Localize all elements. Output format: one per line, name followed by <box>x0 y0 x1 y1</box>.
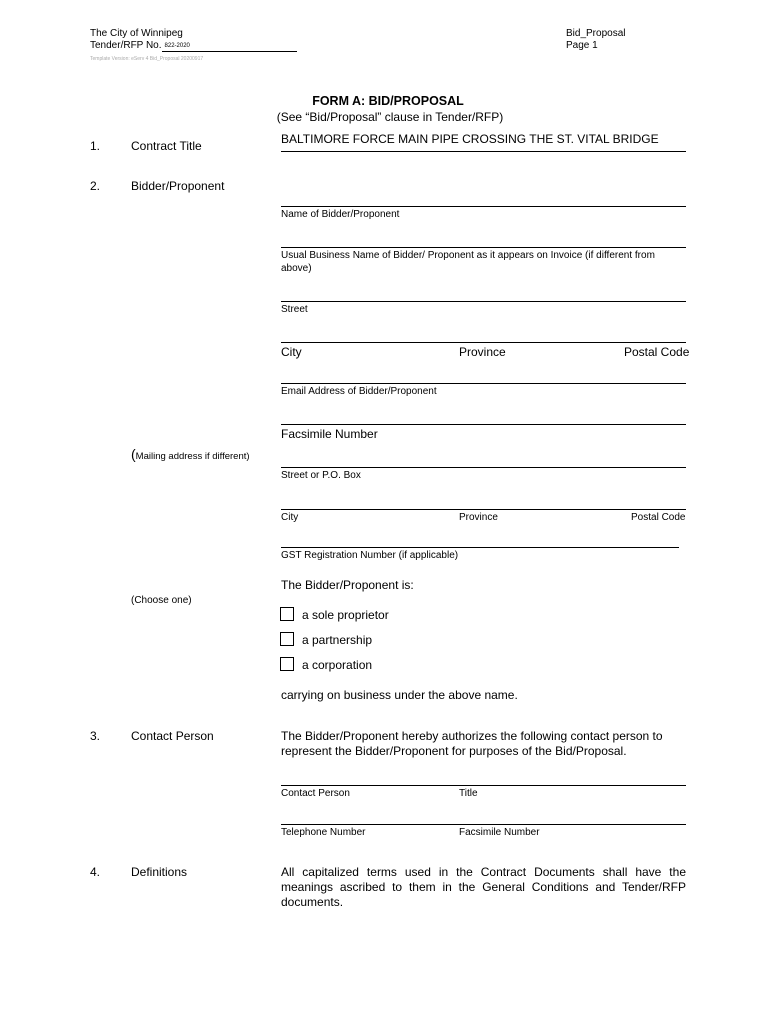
contact-person-line[interactable] <box>281 785 686 786</box>
contact-title-label: Title <box>459 788 478 799</box>
email-label: Email Address of Bidder/Proponent <box>281 386 437 397</box>
email-line[interactable] <box>281 383 686 384</box>
tender-number <box>90 40 297 52</box>
bidder-name-line[interactable] <box>281 206 686 207</box>
telephone-line[interactable] <box>281 824 686 825</box>
partnership-label: a partnership <box>302 633 373 647</box>
mailing-postal-label: Postal Code <box>631 512 686 523</box>
form-title-text: FORM A: BID/PROPOSAL <box>312 94 464 108</box>
business-name-line[interactable] <box>281 247 686 248</box>
section1-number: 1. <box>90 139 101 153</box>
gst-line[interactable] <box>281 547 679 548</box>
mailing-paren: ( <box>131 446 136 462</box>
contact-authorization-l2: represent the Bidder/Proponent for purposes of the Bid/Proposal. <box>281 744 627 758</box>
page-label: Page 1 <box>566 40 598 51</box>
mailing-city-line[interactable] <box>281 509 686 510</box>
fax-line[interactable] <box>281 424 686 425</box>
form-subtitle-text: (See “Bid/Proposal” clause in Tender/RFP) <box>276 110 504 124</box>
partnership-checkbox[interactable] <box>280 632 294 646</box>
city-label: City <box>281 345 302 359</box>
mailing-city-label: City <box>281 512 299 523</box>
definitions-text: All capitalized terms used in the Contract Documents shall have the meanings ascribed to them in the General Conditions and Tender/RFP documents. <box>281 865 686 909</box>
postal-label: Postal Code <box>624 345 690 359</box>
contact-authorization-l1: The Bidder/Proponent hereby authorizes the following contact person to <box>281 729 663 743</box>
contact-person-label: Contact Person <box>281 788 350 799</box>
mailing-street-line[interactable] <box>281 467 686 468</box>
section1-label: Contract Title <box>131 139 202 153</box>
contract-title-line <box>281 151 686 152</box>
mailing-street-label: Street or P.O. Box <box>281 470 361 481</box>
contract-title-value: BALTIMORE FORCE MAIN PIPE CROSSING THE ST. VITAL BRIDGE <box>281 132 659 146</box>
section2-number: 2. <box>90 179 101 193</box>
sole-proprietor-checkbox[interactable] <box>280 607 294 621</box>
bidder-name-label: Name of Bidder/Proponent <box>281 209 400 220</box>
choose-one-note: (Choose one) <box>131 595 192 606</box>
city-line[interactable] <box>281 342 686 343</box>
corporation-label: a corporation <box>302 658 373 672</box>
tender-label: Tender/RFP No. <box>90 40 162 51</box>
template-note: Template Version: eServ 4 Bid_Proposal 20200917 <box>90 56 204 62</box>
contact-fax-label: Facsimile Number <box>459 827 540 838</box>
street-label: Street <box>281 304 308 315</box>
section3-number: 3. <box>90 729 101 743</box>
form-subtitle <box>0 110 770 124</box>
sole-proprietor-label: a sole proprietor <box>302 608 389 622</box>
carrying-on-text: carrying on business under the above name. <box>281 688 518 702</box>
mailing-province-label: Province <box>459 512 498 523</box>
form-label: Bid_Proposal <box>566 28 626 39</box>
province-label: Province <box>459 345 506 359</box>
org-name: The City of Winnipeg <box>90 28 183 39</box>
tender-number-value: 822-2020 <box>164 43 190 49</box>
form-title <box>0 94 770 108</box>
telephone-label: Telephone Number <box>281 827 366 838</box>
business-name-label-l1: Usual Business Name of Bidder/ Proponent as it appears on Invoice (if different from <box>281 250 655 261</box>
corporation-checkbox[interactable] <box>280 657 294 671</box>
section3-label: Contact Person <box>131 729 214 743</box>
section4-label: Definitions <box>131 865 188 879</box>
mailing-address-note <box>131 446 250 464</box>
section4-number: 4. <box>90 865 101 879</box>
business-name-label-l2: above) <box>281 263 312 274</box>
mailing-label: Mailing address if different) <box>135 451 250 462</box>
section2-label: Bidder/Proponent <box>131 179 225 193</box>
street-line[interactable] <box>281 301 686 302</box>
fax-label: Facsimile Number <box>281 427 378 441</box>
bidder-is-label: The Bidder/Proponent is: <box>281 578 414 592</box>
gst-label: GST Registration Number (if applicable) <box>281 550 459 561</box>
